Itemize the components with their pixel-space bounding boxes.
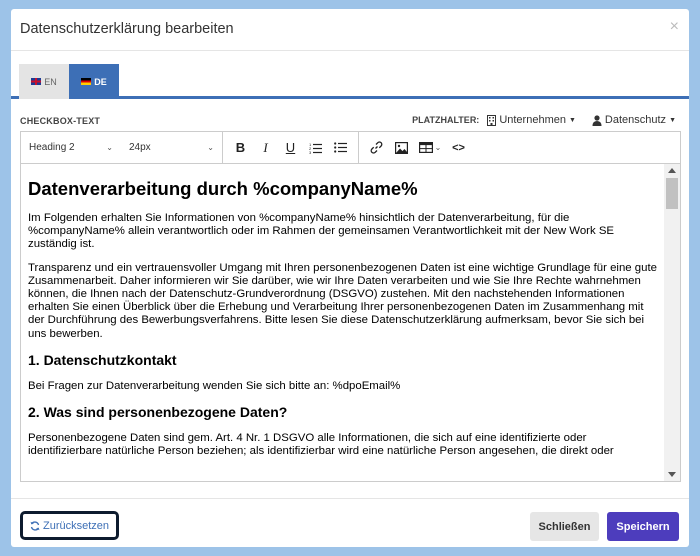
image-button[interactable] (389, 136, 414, 160)
caret-down-icon: ▼ (568, 116, 576, 124)
content-subheading: 1. Datenschutzkontakt (28, 351, 177, 368)
dialog-footer (11, 498, 689, 547)
close-icon[interactable]: × (669, 18, 679, 35)
dialog-header (11, 9, 689, 51)
close-button[interactable]: Schließen (530, 512, 599, 541)
company-placeholder-label: Unternehmen (499, 114, 566, 126)
content-paragraph: Im Folgenden erhalten Sie Informationen von %companyName% hinsichtlich der Datenverarbeitung, für die %companyName% allein verantwortlich oder im Rahmen der gemeinsamen Verantwortlichkeit mit der New Work SE zuständig ist. (28, 212, 615, 251)
refresh-icon (30, 521, 40, 531)
heading-select-value: Heading 2 (29, 142, 75, 153)
chevron-down-icon: ⌄ (106, 143, 113, 152)
svg-text:1: 1 (309, 141, 312, 147)
ordered-list-button[interactable] (303, 136, 328, 160)
editor-scrollbar[interactable] (664, 164, 680, 481)
content-paragraph: Bei Fragen zur Datenverarbeitung wenden Sie sich bitte an: %dpoEmail% (28, 379, 401, 392)
content-paragraph: Transparenz und ein vertrauensvoller Umgang mit Ihren personenbezogenen Daten ist eine wichtige Grundlage für eine gute Zusammenarbeit. Daher informieren wir Sie darüber, wie wir Ihre Daten verarbeiten und wie Sie Ihre Rechte wahrnehmen können, die Ihnen nach der Datenschutz-Grundverordnung (DSGVO) zustehen. Mit den nachstehenden Informationen erhalten Sie einen Überblick über die Erhebung und Verarbeitung Ihrer personenbezogenen Daten im Zusammenhang mit der Durchführung des Bewerbungsverfahrens. Bitte lesen Sie diese Datenschutzerklärung aufmerksam, bevor Sie sich bei uns bewerben. (28, 261, 657, 340)
building-icon (487, 115, 496, 126)
editor-content[interactable] (21, 164, 664, 481)
tab-en-label: EN (44, 76, 57, 87)
link-button[interactable] (364, 136, 389, 160)
privacy-placeholder-dropdown[interactable] (592, 114, 676, 126)
format-group (223, 132, 359, 163)
font-size-select[interactable] (121, 132, 223, 163)
source-code-button[interactable]: <> (452, 141, 465, 154)
rich-text-editor (20, 131, 681, 482)
svg-text:2: 2 (309, 145, 312, 151)
insert-group (359, 132, 476, 163)
heading-select[interactable] (21, 132, 121, 163)
table-icon (419, 142, 433, 153)
image-icon (395, 142, 408, 154)
link-icon (370, 141, 383, 154)
scroll-up-icon[interactable] (668, 168, 676, 173)
content-heading: Datenverarbeitung durch %companyName% (28, 178, 418, 199)
svg-text:3: 3 (309, 149, 312, 154)
underline-button[interactable]: U (285, 140, 296, 155)
privacy-placeholder-label: Datenschutz (604, 114, 667, 126)
bullet-list-button[interactable] (328, 136, 353, 160)
placeholder-bar (412, 114, 676, 126)
bullet-list-icon (334, 142, 347, 153)
italic-button[interactable]: I (263, 139, 268, 155)
tab-de[interactable] (69, 64, 119, 99)
ordered-list-icon (309, 142, 322, 154)
tab-de-label: DE (94, 76, 107, 87)
save-button[interactable]: Speichern (607, 512, 679, 541)
table-button[interactable] (414, 136, 446, 160)
chevron-down-icon: ⌄ (207, 143, 214, 152)
language-tabs (11, 61, 689, 99)
tab-en[interactable] (19, 64, 69, 99)
company-placeholder-dropdown[interactable] (487, 114, 576, 126)
user-icon (592, 115, 602, 126)
scrollbar-thumb[interactable] (666, 178, 678, 209)
chevron-down-icon: ⌄ (434, 143, 442, 152)
checkbox-text-label: CHECKBOX-TEXT (20, 116, 101, 126)
germany-flag-icon (81, 78, 91, 85)
placeholder-label: PLATZHALTER: (412, 115, 480, 125)
font-size-value: 24px (129, 142, 151, 153)
reset-button[interactable] (20, 511, 119, 540)
edit-privacy-dialog (11, 9, 689, 547)
scroll-down-icon[interactable] (668, 472, 676, 477)
editor-toolbar (21, 132, 680, 164)
dialog-title: Datenschutzerklärung bearbeiten (20, 21, 234, 37)
content-paragraph: Personenbezogene Daten sind gem. Art. 4 Nr. 1 DSGVO alle Informationen, die sich auf eine identifizierte oder identifizierbare natürliche Person beziehen; als identifizierbar wird eine natürliche Person angesehen, die direkt oder (28, 432, 614, 458)
uk-flag-icon (31, 78, 41, 85)
content-subheading: 2. Was sind personenbezogene Daten? (28, 404, 288, 421)
bold-button[interactable]: B (235, 140, 246, 155)
caret-down-icon: ▼ (669, 116, 676, 124)
reset-button-label: Zurücksetzen (42, 519, 110, 532)
